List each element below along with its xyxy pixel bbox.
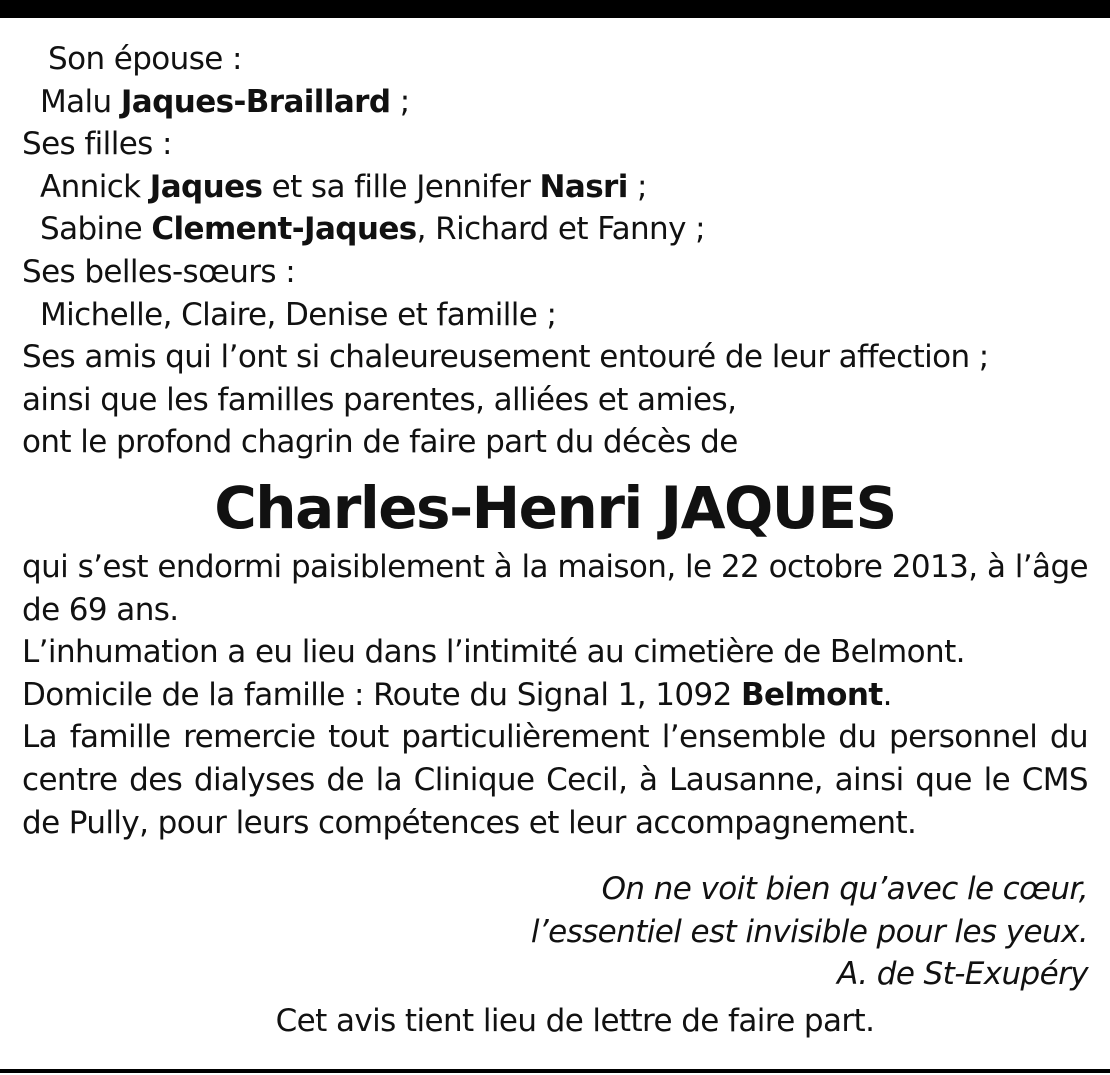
top-rule: [0, 0, 1110, 18]
spouse-heading: Son épouse :: [48, 41, 242, 77]
closing-line: Cet avis tient lieu de lettre de faire part.: [275, 1002, 875, 1039]
sisters-in-law-names: Michelle, Claire, Denise et famille ;: [40, 296, 557, 333]
quote-line-2: l’essentiel est invisible pour les yeux.: [530, 913, 1088, 950]
announce-line: ont le profond chagrin de faire part du décès de: [22, 424, 738, 461]
spouse-first-name: Malu: [40, 83, 112, 120]
death-paragraph: qui s’est endormi paisiblement à la maison, le 22 octobre 2013, à l’âge de 69 ans.: [22, 548, 1088, 628]
thanks-paragraph: La famille remercie tout particulièrement l’ensemble du personnel du centre des dialyses de la Clinique Cecil, à Lausanne, ainsi que le CMS de Pully, pour leurs compétences et leur accompagnement.: [22, 719, 1088, 841]
obituary-notice: [22, 38, 1088, 1042]
bottom-rule: [0, 1069, 1110, 1073]
burial-paragraph: L’inhumation a eu lieu dans l’intimité au cimetière de Belmont.: [22, 634, 965, 671]
spouse-line: Malu Jaques-Braillard ;: [40, 83, 410, 120]
daughters-heading: Ses filles :: [22, 126, 172, 163]
daughter-1-line: Annick Jaques et sa fille Jennifer Nasri ;: [40, 168, 647, 205]
spouse-last-name: Jaques-Braillard: [120, 83, 391, 120]
daughter-2-line: Sabine Clement-Jaques, Richard et Fanny ;: [40, 211, 705, 248]
friends-line: Ses amis qui l’ont si chaleureusement entouré de leur affection ;: [22, 339, 989, 376]
quote-block: [22, 868, 1088, 996]
relatives-line: ainsi que les familles parentes, alliées et amies,: [22, 381, 737, 418]
quote-line-1: On ne voit bien qu’avec le cœur,: [601, 871, 1088, 908]
quote-author: A. de St-Exupéry: [837, 956, 1088, 993]
sisters-in-law-heading: Ses belles-sœurs :: [22, 253, 296, 290]
domicile-paragraph: Domicile de la famille : Route du Signal 1, 1092 Belmont.: [22, 676, 892, 713]
deceased-name: Charles-Henri JAQUES: [214, 473, 896, 542]
